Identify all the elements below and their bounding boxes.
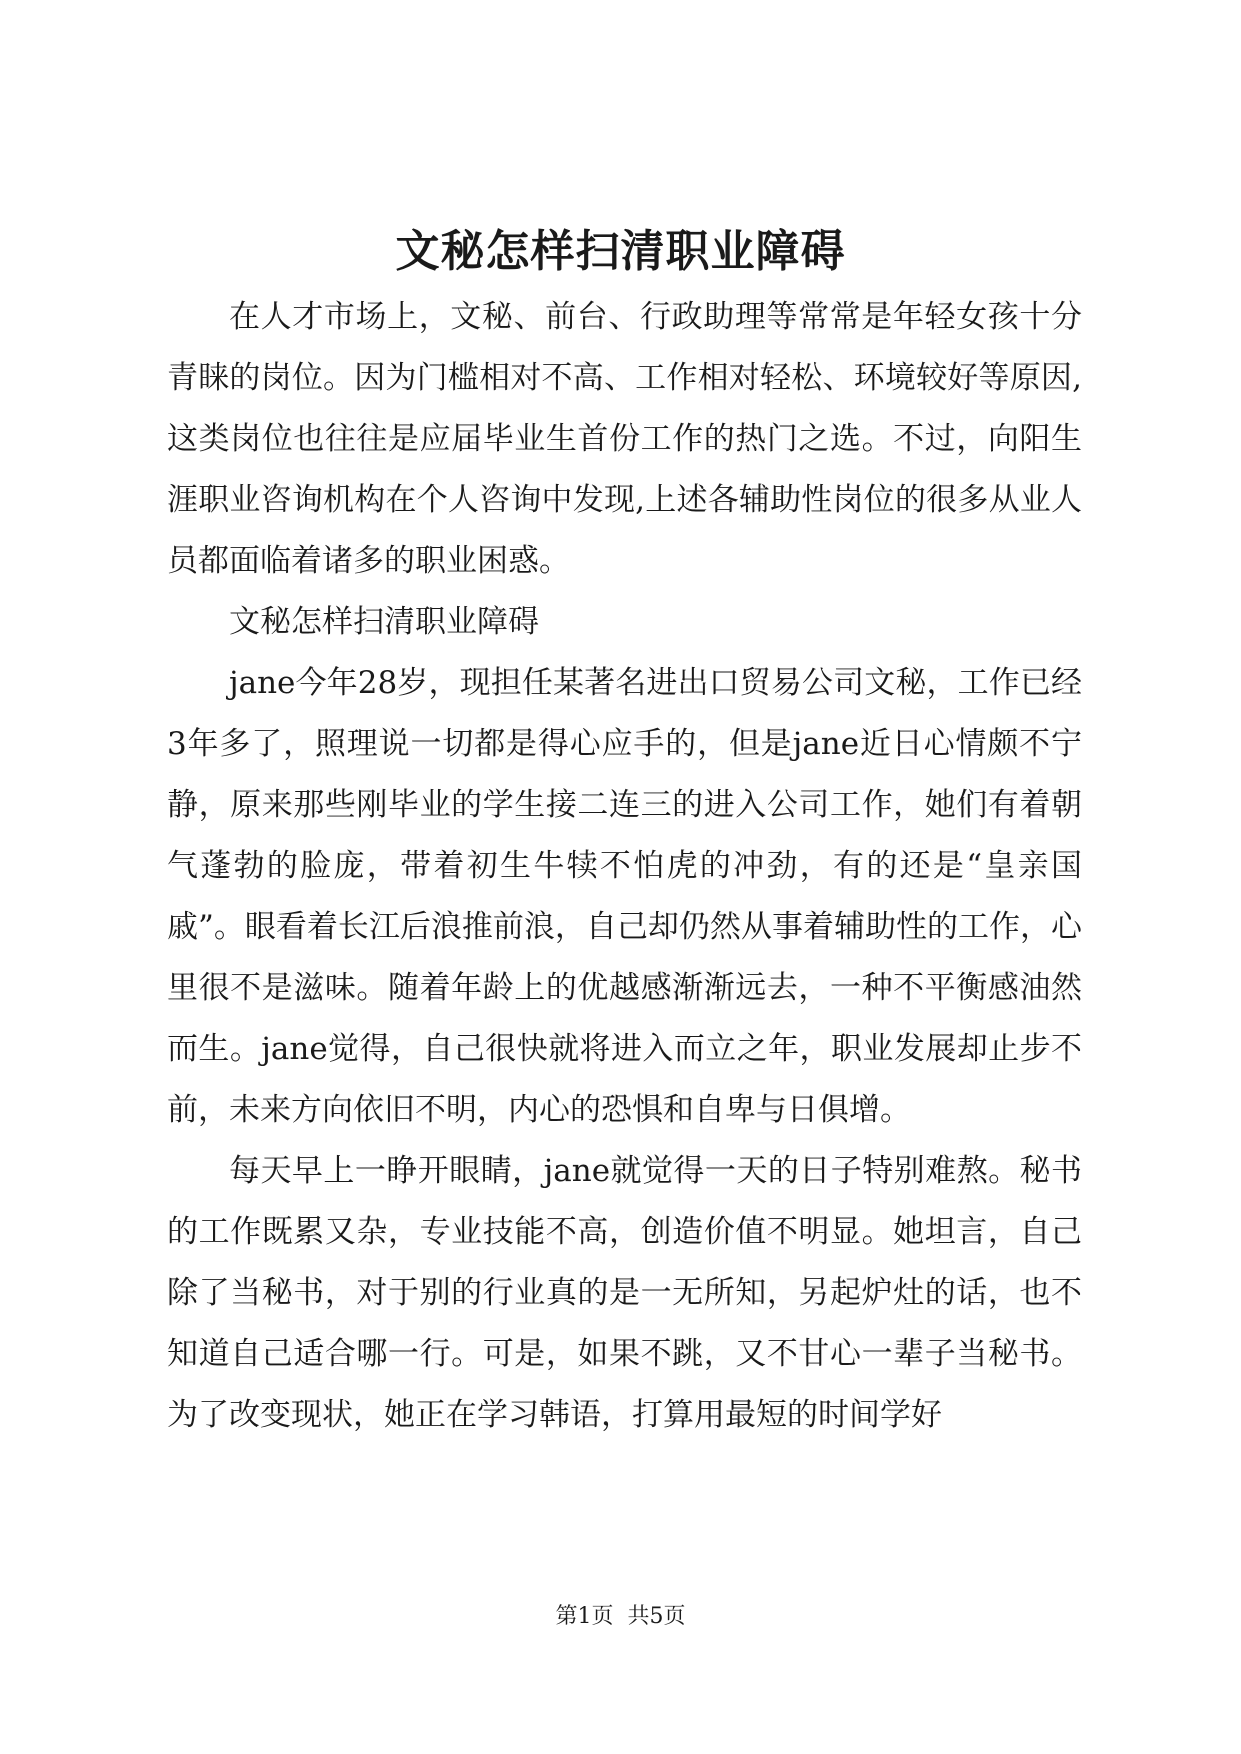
paragraph-intro: 在人才市场上，文秘、前台、行政助理等常常是年轻女孩十分青睐的岗位。因为门槛相对不高、工作相对轻松、环境较好等原因,这类岗位也往往是应届毕业生首份工作的热门之选。不过，向阳生涯职业咨询机构在个人咨询中发现,上述各辅助性岗位的很多从业人员都面临着诸多的职业困惑。 bbox=[167, 299, 1082, 579]
page-footer bbox=[0, 1602, 1241, 1632]
paragraph-jane-story: jane今年28岁，现担任某著名进出口贸易公司文秘，工作已经3年多了，照理说一切都是得心应手的，但是jane近日心情颇不宁静，原来那些刚毕业的学生接二连三的进入公司工作，她们有着朝气蓬勃的脸庞，带着初生牛犊不怕虎的冲劲，有的还是“皇亲国戚”。眼看着长江后浪推前浪，自己却仍然从事着辅助性的工作，心里很不是滋味。随着年龄上的优越感渐渐远去，一种不平衡感油然而生。jane觉得，自己很快就将进入而立之年，职业发展却止步不前，未来方向依旧不明，内心的恐惧和自卑与日俱增。 bbox=[167, 665, 1082, 1128]
paragraph-subheading: 文秘怎样扫清职业障碍 bbox=[229, 604, 539, 640]
document-title: 文秘怎样扫清职业障碍 bbox=[395, 226, 846, 277]
page-number-current: 第1页 bbox=[555, 1604, 614, 1629]
paragraph-daily-struggle: 每天早上一睁开眼睛，jane就觉得一天的日子特别难熬。秘书的工作既累又杂，专业技能不高，创造价值不明显。她坦言，自己除了当秘书，对于别的行业真的是一无所知，另起炉灶的话，也不知道自己适合哪一行。可是，如果不跳，又不甘心一辈子当秘书。为了改变现状，她正在学习韩语，打算用最短的时间学好 bbox=[167, 1153, 1082, 1433]
document-body bbox=[167, 287, 1082, 1446]
page-number-total: 共5页 bbox=[627, 1604, 686, 1629]
